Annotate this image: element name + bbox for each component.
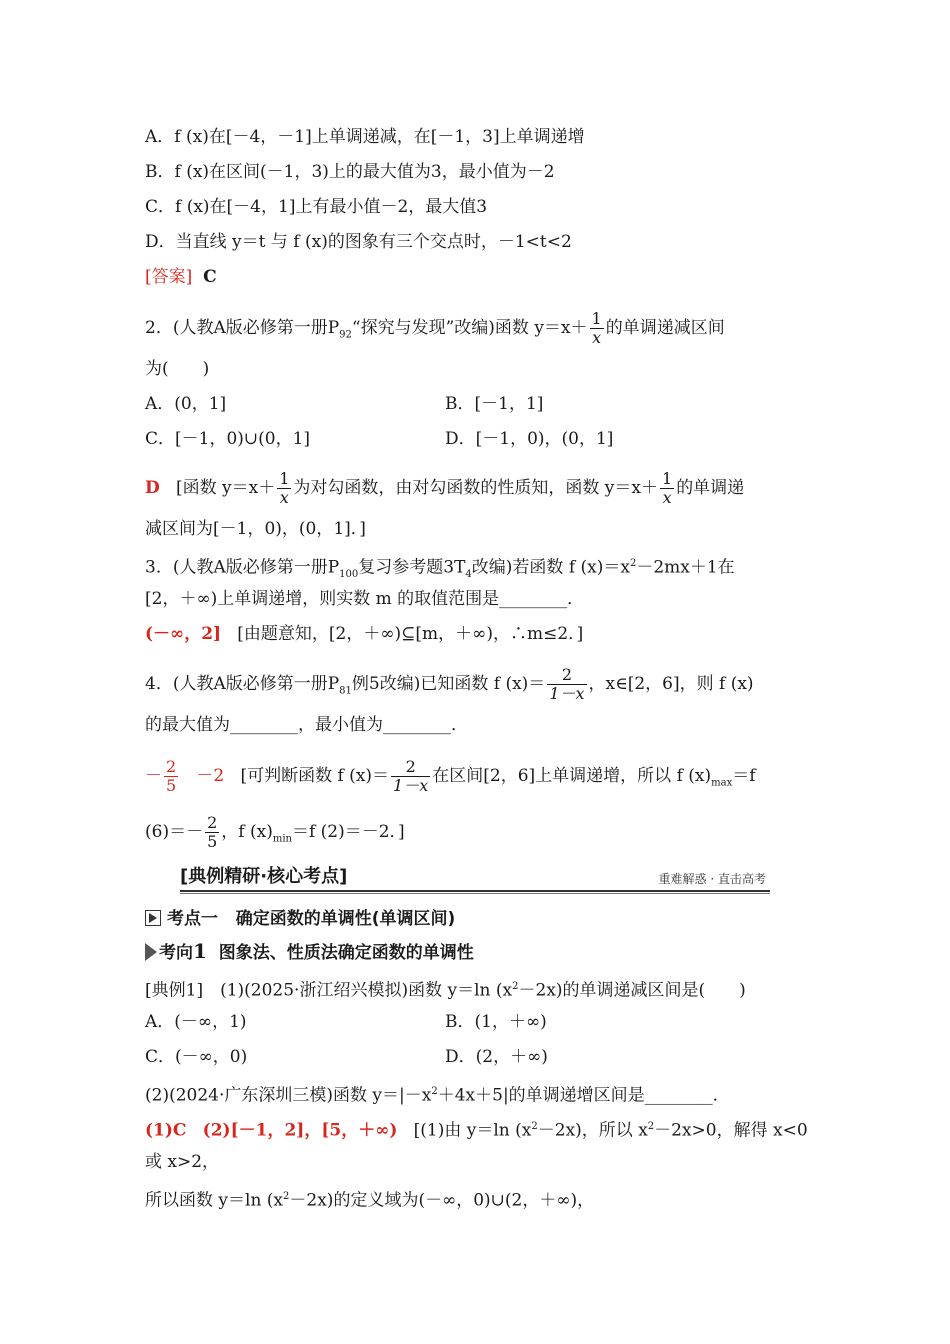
q3-answer: (－∞，2] bbox=[145, 624, 222, 644]
q2-sol-frac1-num: 1 bbox=[279, 469, 290, 488]
q2-frac-num: 1 bbox=[591, 309, 602, 328]
q4-pre: 4．(人教A版必修第一册P bbox=[145, 674, 340, 694]
ex1-sol-pre: [(1)由 y＝ln (x bbox=[413, 1120, 532, 1141]
q3-sub: 100 bbox=[339, 569, 359, 581]
ex1-q2-pre: (2)(2024·广东深圳三模)函数 y＝|－x bbox=[145, 1085, 432, 1106]
q4-ans2: －2 bbox=[196, 766, 225, 786]
kaoxiang-heading bbox=[145, 938, 474, 963]
kaodian-label: 考点一 bbox=[167, 909, 218, 929]
answer-value: C bbox=[203, 267, 217, 287]
q2-stem-line2: 为( ) bbox=[145, 359, 210, 379]
triangle-icon bbox=[145, 943, 157, 961]
ex1-q2-post: ＋4x＋5|的单调递增区间是________． bbox=[437, 1085, 730, 1106]
q3-sup: 2 bbox=[629, 558, 637, 569]
q4-l4-num: 2 bbox=[207, 813, 218, 832]
q4-sol-num: 2 bbox=[391, 758, 430, 777]
q1-option-d: D．当直线 y＝t 与 f (x)的图象有三个交点时，－1<t<2 bbox=[145, 232, 572, 252]
q4-sol-pre: [可判断函数 f (x)＝ bbox=[240, 766, 390, 786]
q2-sol-frac2-den: x bbox=[662, 488, 672, 507]
ex1-sol-mid: －2x)，所以 x bbox=[537, 1120, 648, 1141]
q4-ans-fraction bbox=[164, 758, 178, 795]
q2-stem-post: 的单调递减区间 bbox=[605, 318, 725, 338]
ex1-sol-sup2: 2 bbox=[647, 1121, 655, 1132]
q3-sub2: 4 bbox=[465, 569, 472, 581]
q2-stem bbox=[145, 310, 725, 348]
q4-l4-mid: ，f (x) bbox=[221, 822, 273, 842]
q1-option-a: A．f (x)在[－4，－1]上单调递减，在[－1，3]上单调递增 bbox=[145, 127, 585, 147]
q2-option-c: C．[－1，0)∪(0，1] bbox=[145, 429, 311, 449]
ex1-last-pre: 所以函数 y＝ln (x bbox=[145, 1190, 284, 1211]
q1-answer bbox=[145, 264, 217, 290]
kaodian-title: 确定函数的单调性(单调区间) bbox=[235, 909, 456, 929]
q4-ans-neg: － bbox=[145, 766, 162, 786]
q2-option-b: B．[－1，1] bbox=[445, 394, 544, 414]
ex1-last-post: －2x)的定义域为(－∞，0)∪(2，＋∞)， bbox=[289, 1190, 595, 1211]
q4-solution-line2 bbox=[145, 814, 405, 852]
ex1-answer1: (1)C bbox=[145, 1120, 187, 1141]
ex1-option-a: A．(－∞，1) bbox=[145, 1012, 247, 1032]
q2-option-a: A．(0，1] bbox=[145, 394, 227, 414]
example1-solution bbox=[145, 1114, 808, 1144]
answer-label: [答案] bbox=[145, 267, 193, 287]
example1-options-row1 bbox=[145, 1009, 547, 1035]
ex1-last-sup: 2 bbox=[283, 1191, 290, 1202]
q2-sol-post: 的单调递 bbox=[676, 478, 745, 498]
q2-solution bbox=[145, 470, 744, 507]
q3-solution bbox=[145, 621, 583, 647]
q2-sol-fraction-1 bbox=[277, 470, 291, 507]
q2-frac-den: x bbox=[592, 328, 602, 347]
q3-post: 改编)若函数 f (x)＝x bbox=[471, 557, 630, 578]
banner-divider bbox=[180, 890, 770, 892]
q4-sol-fraction bbox=[391, 758, 430, 795]
kaodian-heading bbox=[145, 904, 455, 929]
q4-solution bbox=[145, 758, 756, 796]
example1-stem bbox=[145, 974, 746, 1004]
q4-l4-sub: min bbox=[272, 833, 292, 845]
q4-sol-den: 1－x bbox=[393, 776, 429, 795]
q2-solution-line2: 减区间为[－1，0)，(0，1]．] bbox=[145, 519, 366, 539]
banner-divider-thin bbox=[180, 893, 770, 894]
ex1-post: －2x)的单调递减区间是( ) bbox=[518, 980, 746, 1001]
q2-stem-sub: 92 bbox=[339, 329, 352, 341]
q3-stem-line2: [2，＋∞)上单调递增，则实数 m 的取值范围是________． bbox=[145, 589, 585, 609]
q3-mid: 复习参考题3T bbox=[358, 557, 466, 578]
q2-fraction bbox=[590, 310, 604, 347]
q2-options-row2 bbox=[145, 426, 614, 452]
example1-options-row2 bbox=[145, 1044, 548, 1070]
q4-sub: 81 bbox=[339, 685, 352, 697]
q3-end: －2mx＋1在 bbox=[636, 557, 735, 578]
q4-l4-end: ＝f (2)＝－2．] bbox=[291, 822, 405, 842]
q4-stem bbox=[145, 666, 754, 704]
example1-solution-line2: 或 x>2， bbox=[145, 1152, 220, 1172]
q4-ans-den: 5 bbox=[166, 776, 177, 795]
q3-stem bbox=[145, 551, 735, 588]
q4-l4-pre: (6)＝－ bbox=[145, 822, 204, 842]
banner-subtitle: 重难解惑 · 直击高考 bbox=[658, 872, 766, 886]
q4-ans-num: 2 bbox=[166, 757, 177, 776]
q4-post: ，x∈[2，6]，则 f (x) bbox=[588, 674, 754, 694]
q2-sol-frac2-num: 1 bbox=[662, 469, 673, 488]
q4-mid: 例5改编)已知函数 f (x)＝ bbox=[351, 674, 546, 694]
ex1-option-b: B．(1，＋∞) bbox=[445, 1012, 547, 1032]
example1-q2 bbox=[145, 1079, 730, 1109]
q2-sol-frac1-den: x bbox=[279, 488, 289, 507]
q2-stem-mid: “探究与发现”改编)函数 y＝x＋ bbox=[351, 318, 588, 338]
ex1-option-d: D．(2，＋∞) bbox=[445, 1047, 548, 1067]
ex1-q2-sup: 2 bbox=[431, 1086, 438, 1097]
ex1-sup: 2 bbox=[512, 981, 519, 992]
q1-option-b: B．f (x)在区间(－1，3)上的最大值为3，最小值为－2 bbox=[145, 162, 555, 182]
q4-l4-fraction bbox=[205, 814, 219, 851]
q4-frac-den: 1－x bbox=[549, 684, 585, 703]
q3-sol: [由题意知，[2，＋∞)⊆[m，＋∞)，∴m≤2．] bbox=[237, 624, 584, 644]
q4-sol-mid: 在区间[2，6]上单调递增，所以 f (x) bbox=[432, 766, 712, 786]
q2-option-d: D．[－1，0)，(0，1] bbox=[445, 429, 614, 449]
q2-sol-mid: 为对勾函数，由对勾函数的性质知，函数 y＝x＋ bbox=[293, 478, 658, 498]
q2-sol-pre: [函数 y＝x＋ bbox=[175, 478, 276, 498]
kaoxiang-title: 图象法、性质法确定函数的单调性 bbox=[218, 943, 474, 963]
ex1-answer2: (2)[－1，2]，[5，＋∞) bbox=[202, 1120, 398, 1141]
q4-fraction bbox=[547, 666, 586, 703]
q1-option-c: C．f (x)在[－4，1]上有最小值－2，最大值3 bbox=[145, 197, 488, 217]
q4-sol-end: ＝f bbox=[732, 766, 756, 786]
kaoxiang-number: 1 bbox=[193, 939, 207, 963]
ex1-sol-sup: 2 bbox=[531, 1121, 538, 1132]
ex1-pre: [典例1] (1)(2025·浙江绍兴模拟)函数 y＝ln (x bbox=[145, 980, 513, 1001]
q4-l4-den: 5 bbox=[207, 832, 218, 851]
q4-frac-num: 2 bbox=[547, 666, 586, 685]
q4-sol-sub: max bbox=[711, 777, 733, 789]
q3-pre: 3．(人教A版必修第一册P bbox=[145, 557, 340, 578]
banner-title: [典例精研·核心考点] bbox=[180, 866, 348, 887]
q4-stem-line2: 的最大值为________，最小值为________． bbox=[145, 715, 468, 735]
play-box-icon bbox=[145, 910, 161, 926]
q2-options-row1 bbox=[145, 391, 544, 417]
q2-stem-pre: 2．(人教A版必修第一册P bbox=[145, 318, 340, 338]
q2-sol-fraction-2 bbox=[660, 470, 674, 507]
kaoxiang-label: 考向 bbox=[159, 943, 193, 963]
example1-solution-line3 bbox=[145, 1184, 594, 1214]
section-banner bbox=[180, 862, 770, 892]
ex1-sol-end: －2x>0，解得 x<0 bbox=[654, 1120, 808, 1141]
q2-answer: D bbox=[145, 478, 160, 498]
ex1-option-c: C．(－∞，0) bbox=[145, 1047, 248, 1067]
